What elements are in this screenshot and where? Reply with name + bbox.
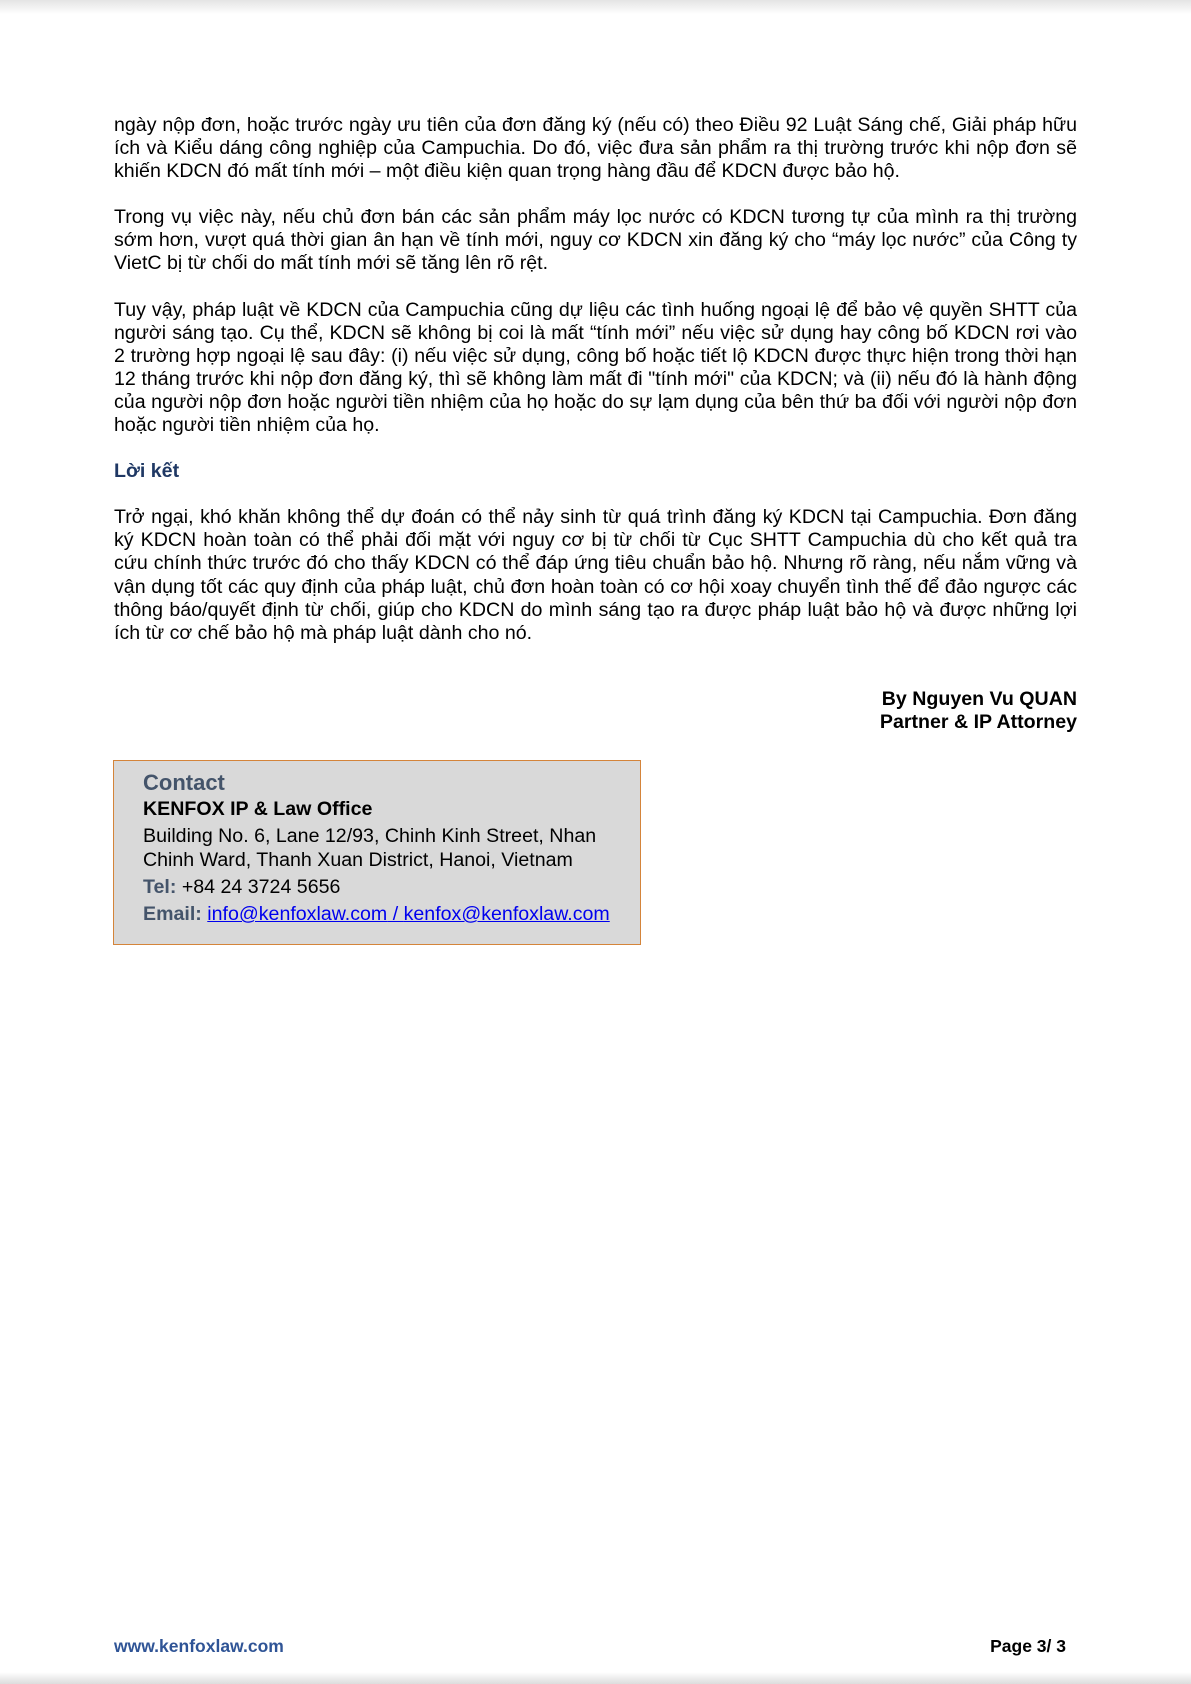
email-separator: / — [387, 903, 404, 926]
address-line-1: Building No. 6, Lane 12/93, Chinh Kinh Street, Nhan — [143, 825, 597, 848]
section-heading: Lời kết — [114, 460, 180, 483]
author-name: By Nguyen Vu QUAN — [881, 688, 1077, 710]
page-bottom-shadow — [0, 1672, 1191, 1684]
contact-box — [113, 760, 641, 945]
telephone-row — [143, 876, 640, 899]
address-line-2: Chinh Ward, Thanh Xuan District, Hanoi, Vietnam — [143, 848, 573, 871]
tel-value: +84 24 3724 5656 — [181, 875, 341, 898]
author-signature — [114, 688, 1077, 734]
author-role: Partner & IP Attorney — [879, 711, 1077, 734]
footer-page-number: Page 3/ 3 — [990, 1636, 1066, 1656]
body-paragraph-3: Tuy vậy, pháp luật về KDCN của Campuchia cũng dự liệu các tình huống ngoại lệ để bảo vệ quyền SHTT của người sáng tạo. Cụ thể, KDCN sẽ không bị coi là mất “tính mới” nếu việc sử dụng hay công bố KDCN rơi vào 2 trường hợp ngoại lệ sau đây: (i) nếu việc sử dụng, công bố hoặc tiết lộ KDCN được thực hiện trong thời hạn 12 tháng trước khi nộp đơn đăng ký, thì sẽ không làm mất đi "tính mới" của KDCN; và (ii) nếu đó là hành động của người nộp đơn hoặc người tiền nhiệm của họ hoặc do sự lạm dụng của bên thứ ba đối với người nộp đơn hoặc người tiền nhiệm của họ. — [114, 298, 1077, 437]
email-label: Email: — [143, 903, 202, 926]
email-link-info[interactable]: info@kenfoxlaw.com — [207, 903, 388, 926]
email-row — [143, 903, 640, 926]
footer-website-link[interactable]: www.kenfoxlaw.com — [114, 1636, 284, 1656]
office-name: KENFOX IP & Law Office — [143, 798, 373, 820]
email-link-kenfox[interactable]: kenfox@kenfoxlaw.com — [403, 903, 610, 926]
page-top-shadow — [0, 0, 1191, 14]
tel-label: Tel: — [143, 875, 177, 898]
article-body — [114, 114, 1077, 668]
conclusion-paragraph: Trở ngại, khó khăn không thể dự đoán có thể nảy sinh từ quá trình đăng ký KDCN tại Campuchia. Đơn đăng ký KDCN hoàn toàn có thể phải đối mặt với nguy cơ bị từ chối từ Cục SHTT Campuchia dù cho kết quả tra cứu chính thức trước đó cho thấy KDCN có thể đáp ứng tiêu chuẩn bảo hộ. Nhưng rõ ràng, nếu nắm vững và vận dụng tốt các quy định của pháp luật, chủ đơn hoàn toàn có cơ hội xoay chuyển tình thế để đảo ngược các thông báo/quyết định từ chối, giúp cho KDCN do mình sáng tạo ra được pháp luật bảo hộ và được những lợi ích từ cơ chế bảo hộ mà pháp luật dành cho nó. — [114, 506, 1077, 644]
contact-title: Contact — [143, 770, 225, 795]
body-paragraph-1: ngày nộp đơn, hoặc trước ngày ưu tiên của đơn đăng ký (nếu có) theo Điều 92 Luật Sáng chế, Giải pháp hữu ích và Kiểu dáng công nghiệp của Campuchia. Do đó, việc đưa sản phẩm ra thị trường trước khi nộp đơn sẽ khiến KDCN đó mất tính mới – một điều kiện quan trọng hàng đầu để KDCN được bảo hộ. — [114, 114, 1077, 183]
office-address — [143, 825, 640, 872]
body-paragraph-2: Trong vụ việc này, nếu chủ đơn bán các sản phẩm máy lọc nước có KDCN tương tự của mình ra thị trường sớm hơn, vượt quá thời gian ân hạn về tính mới, nguy cơ KDCN xin đăng ký cho “máy lọc nước” của Công ty VietC bị từ chối do mất tính mới sẽ tăng lên rõ rệt. — [114, 206, 1077, 275]
